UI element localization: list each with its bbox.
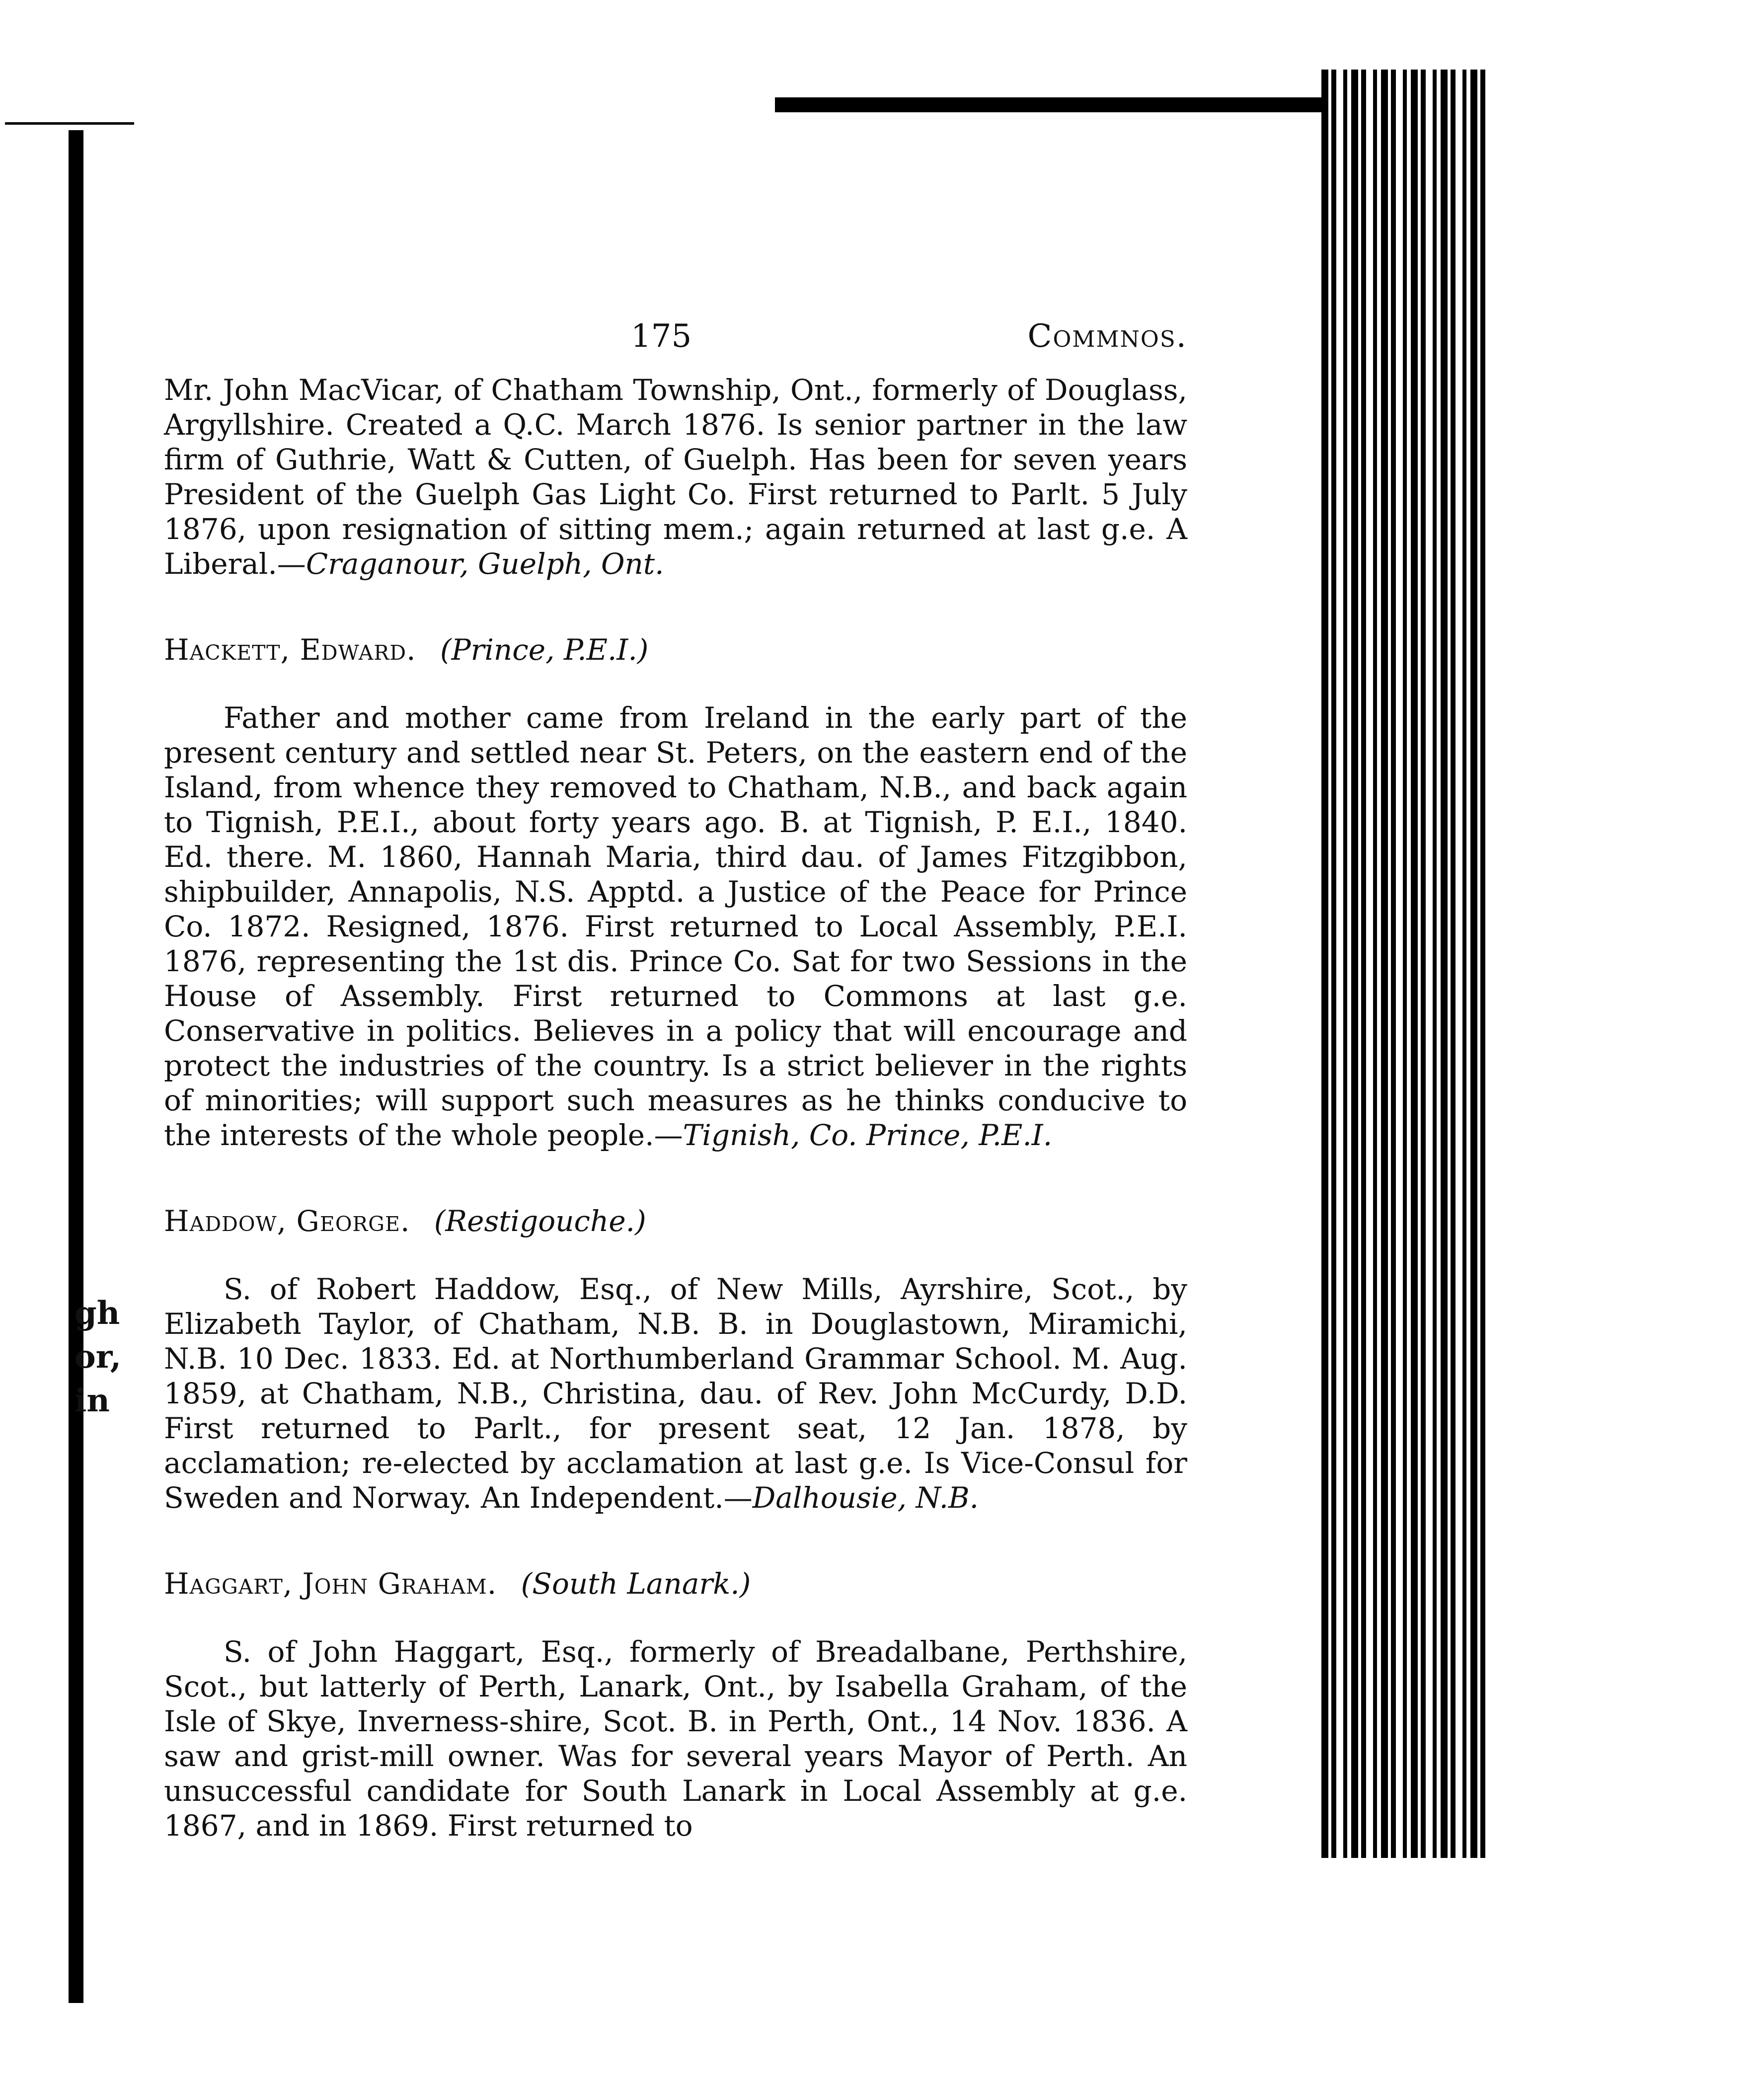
- entry-text: Father and mother came from Ireland in the early part of the present century and settled near St. Peters, on the eastern end of the Island, from whence they removed to Chatham, N.B., and back again to Tignish, P.E.I., about forty years ago. B. at Tignish, P. E.I., 1840. Ed. there. M. 1860, Hannah Maria, third dau. of James Fitzgibbon, shipbuilder, Annapolis, N.S. Apptd. a Justice of the Peace for Prince Co. 1872. Resigned, 1876. First returned to Local Assembly, P.E.I. 1876, representing the 1st dis. Prince Co. Sat for two Sessions in the House of Assembly. First returned to Commons at last g.e. Conservative in politics. Believes in a policy that will encourage and protect the industries of the country. Is a strict believer in the rights of minorities; will support such measures as he thinks conducive to the interests of the whole people.—: [164, 701, 1187, 1152]
- entry-haddow-body: [164, 1272, 1187, 1515]
- riding-name: (South Lanark.): [521, 1567, 751, 1601]
- margin-fragment: or,: [75, 1338, 122, 1376]
- member-name: Hackett, Edward.: [164, 633, 416, 667]
- facing-page-fragments: [75, 1292, 134, 1423]
- entry-heading-hackett: [164, 633, 1187, 667]
- entry-haggart-body: [164, 1634, 1187, 1843]
- document-page: [164, 318, 1187, 1843]
- member-name: Haggart, John Graham.: [164, 1567, 497, 1601]
- top-scan-rule: [775, 97, 1371, 112]
- entry-text: S. of John Haggart, Esq., formerly of Breadalbane, Perthshire, Scot., but latterly of Perth, Lanark, Ont., by Isabella Graham, of the Isle of Skye, Inverness-shire, Scot. B. in Perth, Ont., 14 Nov. 1836. A saw and grist-mill owner. Was for several years Mayor of Perth. An unsuccessful candidate for South Lanark in Local Assembly at g.e. 1867, and in 1869. First returned to: [164, 1635, 1187, 1843]
- member-name: Haddow, George.: [164, 1204, 410, 1238]
- entry-heading-haggart: [164, 1567, 1187, 1601]
- entry-hackett-body: [164, 700, 1187, 1153]
- entry-text: Mr. John MacVicar, of Chatham Township, Ont., formerly of Douglass, Argyllshire. Created a Q.C. March 1876. Is senior partner in the law firm of Guthrie, Watt & Cutten, of Guelph. Has been for seven years President of the Guelph Gas Light Co. First returned to Parlt. 5 July 1876, upon resignation of sitting mem.; again returned at last g.e. A Liberal.—: [164, 373, 1187, 581]
- riding-name: (Restigouche.): [434, 1204, 646, 1238]
- entry-address: Craganour, Guelph, Ont.: [306, 547, 664, 581]
- entry-macvicar-body: [164, 373, 1187, 581]
- top-left-scan-rule: [5, 122, 134, 125]
- margin-fragment: in: [75, 1382, 110, 1419]
- running-head: Commnos.: [1027, 318, 1187, 355]
- entry-address: Dalhousie, N.B.: [752, 1481, 979, 1515]
- page-header: [164, 318, 1187, 373]
- entry-address: Tignish, Co. Prince, P.E.I.: [683, 1118, 1053, 1152]
- left-page-edge: [69, 130, 83, 2003]
- book-gutter-edge: [1321, 70, 1490, 1858]
- riding-name: (Prince, P.E.I.): [440, 633, 649, 667]
- entry-text: S. of Robert Haddow, Esq., of New Mills, Ayrshire, Scot., by Elizabeth Taylor, of Chatham, N.B. B. in Douglastown, Miramichi, N.B. 10 Dec. 1833. Ed. at Northumberland Grammar School. M. Aug. 1859, at Chatham, N.B., Christina, dau. of Rev. John McCurdy, D.D. First returned to Parlt., for present seat, 12 Jan. 1878, by acclamation; re-elected by acclamation at last g.e. Is Vice-Consul for Sweden and Norway. An Independent.—: [164, 1272, 1187, 1515]
- entry-heading-haddow: [164, 1204, 1187, 1238]
- page-number: 175: [631, 318, 692, 355]
- margin-fragment: gh: [75, 1295, 120, 1332]
